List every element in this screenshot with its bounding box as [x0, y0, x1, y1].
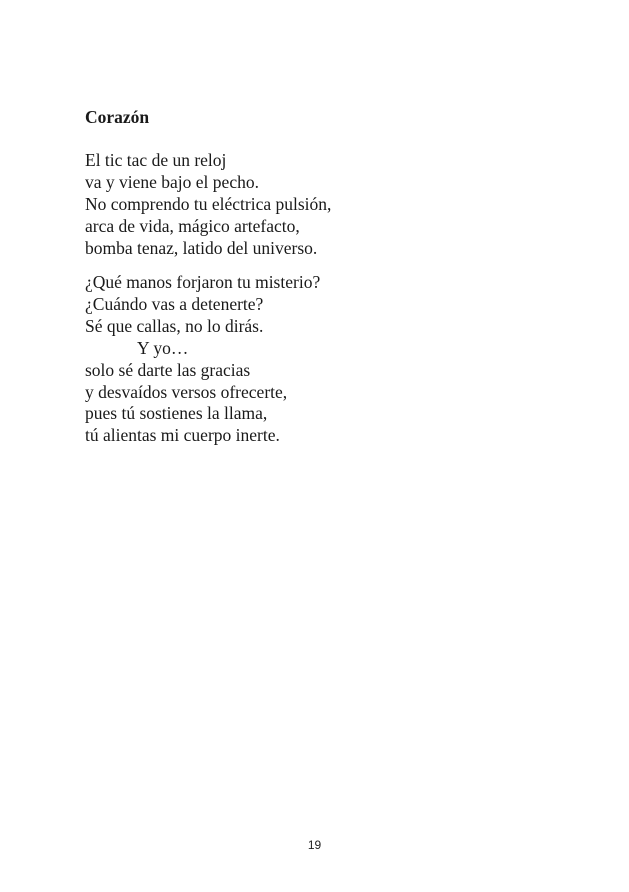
stanza-1: [85, 150, 331, 260]
verse-line: y desvaídos versos ofrecerte,: [85, 381, 288, 402]
verse-line-indented: Y yo…: [137, 337, 189, 358]
verse-line: El tic tac de un reloj: [85, 150, 227, 170]
verse-line: solo sé darte las gracias: [85, 359, 251, 380]
verse-line: No comprendo tu eléctrica pulsión,: [85, 193, 332, 214]
verse-line: va y viene bajo el pecho.: [85, 171, 259, 192]
poem-title: Corazón: [85, 107, 150, 127]
verse-line: ¿Cuándo vas a detenerte?: [85, 293, 264, 314]
verse-line: Sé que callas, no lo dirás.: [85, 315, 264, 336]
stanza-2: [85, 272, 320, 447]
verse-line: ¿Qué manos forjaron tu misterio?: [85, 272, 321, 292]
verse-line: arca de vida, mágico artefacto,: [85, 215, 300, 236]
page-number: 19: [307, 838, 322, 852]
verse-line: bomba tenaz, latido del universo.: [85, 237, 318, 258]
verse-line: tú alientas mi cuerpo inerte.: [85, 425, 280, 446]
verse-line: pues tú sostienes la llama,: [85, 403, 268, 424]
